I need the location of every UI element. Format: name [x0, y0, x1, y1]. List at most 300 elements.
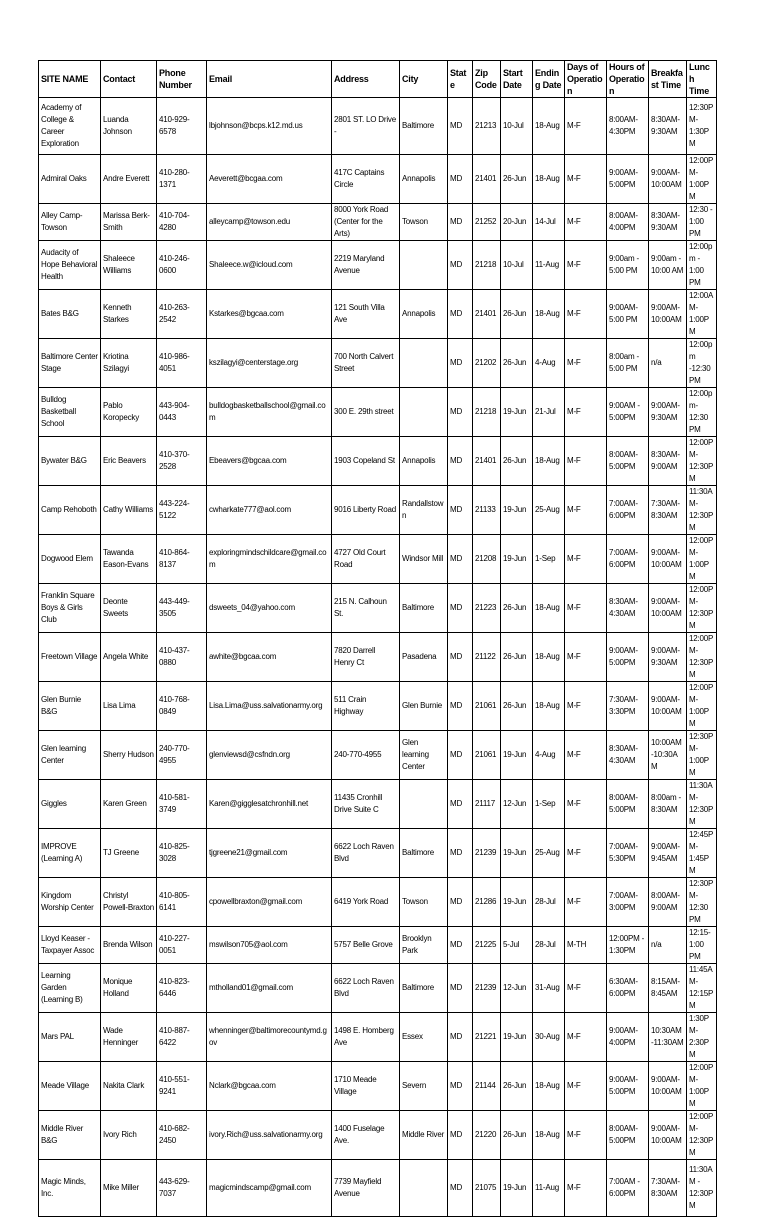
cell-state: MD	[448, 486, 473, 535]
cell-city: Pasadena	[400, 633, 448, 682]
cell-contact: Angela White	[101, 633, 157, 682]
cell-email: whenninger@baltimorecountymd.gov	[207, 1013, 332, 1062]
cell-phone-number: 410-929-6578	[157, 98, 207, 155]
cell-lunch-time: 12:30PM-1:00PM	[687, 731, 717, 780]
cell-days-of-operation: M-F	[565, 633, 607, 682]
cell-address: 1498 E. Homberg Ave	[332, 1013, 400, 1062]
cell-hours-of-operation: 7:00AM - 6:00PM	[607, 1160, 649, 1217]
cell-address: 6622 Loch Raven Blvd	[332, 964, 400, 1013]
cell-phone-number: 443-629-7037	[157, 1160, 207, 1217]
table-row	[39, 155, 717, 204]
cell-city: Windsor Mill	[400, 535, 448, 584]
cell-ending-date: 18-Aug	[533, 437, 565, 486]
cell-breakfast-time: 8:30AM-9:30AM	[649, 204, 687, 241]
cell-start-date: 5-Jul	[501, 927, 533, 964]
cell-days-of-operation: M-F	[565, 1062, 607, 1111]
cell-state: MD	[448, 1111, 473, 1160]
cell-breakfast-time: 8:30AM-9:00AM	[649, 437, 687, 486]
cell-site-name: Academy of College & Career Exploration	[39, 98, 101, 155]
cell-start-date: 12-Jun	[501, 780, 533, 829]
cell-phone-number: 240-770-4955	[157, 731, 207, 780]
cell-lunch-time: 12:00AM-1:00PM	[687, 290, 717, 339]
cell-site-name: Giggles	[39, 780, 101, 829]
cell-days-of-operation: M-F	[565, 204, 607, 241]
cell-site-name: Mars PAL	[39, 1013, 101, 1062]
header-hours-of-operation: Hours of Operation	[607, 61, 649, 98]
cell-phone-number: 410-437-0880	[157, 633, 207, 682]
table-row	[39, 486, 717, 535]
cell-start-date: 26-Jun	[501, 1111, 533, 1160]
cell-days-of-operation: M-F	[565, 731, 607, 780]
cell-phone-number: 410-227-0051	[157, 927, 207, 964]
table-row	[39, 388, 717, 437]
cell-city: Randallstown	[400, 486, 448, 535]
cell-hours-of-operation: 12:00PM - 1:30PM	[607, 927, 649, 964]
cell-state: MD	[448, 584, 473, 633]
header-phone-number: Phone Number	[157, 61, 207, 98]
table-row	[39, 98, 717, 155]
cell-site-name: Dogwood Elem	[39, 535, 101, 584]
cell-zip-code: 21401	[473, 290, 501, 339]
cell-hours-of-operation: 8:00am - 5:00 PM	[607, 339, 649, 388]
cell-days-of-operation: M-F	[565, 780, 607, 829]
cell-email: dsweets_04@yahoo.com	[207, 584, 332, 633]
cell-hours-of-operation: 8:00AM-4:30PM	[607, 98, 649, 155]
cell-lunch-time: 12:00PM-1:00PM	[687, 535, 717, 584]
cell-lunch-time: 12:00PM-12:30PM	[687, 1111, 717, 1160]
cell-breakfast-time: 9:00AM-10:00AM	[649, 1111, 687, 1160]
cell-days-of-operation: M-F	[565, 964, 607, 1013]
cell-site-name: Magic Minds, Inc.	[39, 1160, 101, 1217]
cell-contact: Deonte Sweets	[101, 584, 157, 633]
cell-city: Annapolis	[400, 437, 448, 486]
cell-zip-code: 21225	[473, 927, 501, 964]
cell-email: Ebeavers@bgcaa.com	[207, 437, 332, 486]
cell-ending-date: 18-Aug	[533, 98, 565, 155]
cell-state: MD	[448, 98, 473, 155]
cell-hours-of-operation: 8:30AM-4:30AM	[607, 584, 649, 633]
cell-email: glenviewsd@csfndn.org	[207, 731, 332, 780]
table-row	[39, 964, 717, 1013]
cell-state: MD	[448, 927, 473, 964]
cell-ending-date: 4-Aug	[533, 731, 565, 780]
cell-address: 300 E. 29th street	[332, 388, 400, 437]
cell-phone-number: 443-449-3505	[157, 584, 207, 633]
cell-lunch-time: 12:00pm-12:30 PM	[687, 388, 717, 437]
table-row	[39, 437, 717, 486]
cell-state: MD	[448, 1062, 473, 1111]
cell-contact: Karen Green	[101, 780, 157, 829]
cell-ending-date: 28-Jul	[533, 927, 565, 964]
cell-contact: Sherry Hudson	[101, 731, 157, 780]
header-row	[39, 61, 717, 98]
cell-state: MD	[448, 204, 473, 241]
cell-zip-code: 21061	[473, 731, 501, 780]
cell-city: Baltimore	[400, 964, 448, 1013]
cell-hours-of-operation: 9:00AM-4:00PM	[607, 1013, 649, 1062]
cell-site-name: Baltimore Center Stage	[39, 339, 101, 388]
cell-hours-of-operation: 7:00AM-3:00PM	[607, 878, 649, 927]
cell-hours-of-operation: 9:00AM-5:00PM	[607, 633, 649, 682]
cell-lunch-time: 1:30PM-2:30PM	[687, 1013, 717, 1062]
cell-address: 2219 Maryland Avenue	[332, 241, 400, 290]
cell-zip-code: 21144	[473, 1062, 501, 1111]
cell-lunch-time: 12:00PM-12:30PM	[687, 633, 717, 682]
site-table-container	[38, 60, 716, 1217]
cell-zip-code: 21223	[473, 584, 501, 633]
cell-address: 1400 Fuselage Ave.	[332, 1111, 400, 1160]
cell-ending-date: 1-Sep	[533, 780, 565, 829]
cell-zip-code: 21218	[473, 241, 501, 290]
cell-city	[400, 780, 448, 829]
header-ending-date: Ending Date	[533, 61, 565, 98]
cell-start-date: 26-Jun	[501, 290, 533, 339]
cell-email: Lisa.Lima@uss.salvationarmy.org	[207, 682, 332, 731]
cell-hours-of-operation: 6:30AM-6:00PM	[607, 964, 649, 1013]
cell-lunch-time: 12:30 - 1:00 PM	[687, 204, 717, 241]
cell-days-of-operation: M-F	[565, 682, 607, 731]
cell-email: magicmindscamp@gmail.com	[207, 1160, 332, 1217]
cell-lunch-time: 11:30AM-12:30PM	[687, 486, 717, 535]
table-row	[39, 780, 717, 829]
cell-email: Kstarkes@bgcaa.com	[207, 290, 332, 339]
cell-state: MD	[448, 829, 473, 878]
cell-hours-of-operation: 7:00AM-6:00PM	[607, 486, 649, 535]
cell-breakfast-time: 9:00AM-9:30AM	[649, 633, 687, 682]
cell-breakfast-time: 8:00am - 8:30AM	[649, 780, 687, 829]
cell-city: Baltimore	[400, 584, 448, 633]
header-start-date: Start Date	[501, 61, 533, 98]
cell-ending-date: 18-Aug	[533, 682, 565, 731]
cell-start-date: 26-Jun	[501, 682, 533, 731]
cell-state: MD	[448, 633, 473, 682]
cell-city: Baltimore	[400, 829, 448, 878]
cell-hours-of-operation: 9:00AM-5:00PM	[607, 155, 649, 204]
cell-city: Annapolis	[400, 290, 448, 339]
cell-state: MD	[448, 731, 473, 780]
cell-breakfast-time: 8:30AM-9:30AM	[649, 98, 687, 155]
cell-email: Aeverett@bcgaa.com	[207, 155, 332, 204]
cell-address: 11435 Cronhill Drive Suite C	[332, 780, 400, 829]
cell-ending-date: 18-Aug	[533, 1062, 565, 1111]
cell-contact: Marissa Berk-Smith	[101, 204, 157, 241]
cell-days-of-operation: M-F	[565, 241, 607, 290]
cell-hours-of-operation: 9:00AM-5:00 PM	[607, 290, 649, 339]
cell-state: MD	[448, 1013, 473, 1062]
cell-email: exploringmindschildcare@gmail.com	[207, 535, 332, 584]
cell-start-date: 19-Jun	[501, 1160, 533, 1217]
cell-days-of-operation: M-F	[565, 535, 607, 584]
cell-breakfast-time: 7:30AM-8:30AM	[649, 1160, 687, 1217]
cell-phone-number: 443-904-0443	[157, 388, 207, 437]
cell-address: 511 Crain Highway	[332, 682, 400, 731]
cell-phone-number: 410-887-6422	[157, 1013, 207, 1062]
cell-address: 1710 Meade Village	[332, 1062, 400, 1111]
cell-address: 121 South Villa Ave	[332, 290, 400, 339]
cell-start-date: 12-Jun	[501, 964, 533, 1013]
cell-ending-date: 11-Aug	[533, 1160, 565, 1217]
cell-start-date: 26-Jun	[501, 437, 533, 486]
cell-start-date: 26-Jun	[501, 1062, 533, 1111]
header-breakfast-time: Breakfast Time	[649, 61, 687, 98]
cell-hours-of-operation: 8:00AM-5:00PM	[607, 780, 649, 829]
cell-contact: Ivory Rich	[101, 1111, 157, 1160]
cell-site-name: Franklin Square Boys & Girls Club	[39, 584, 101, 633]
cell-zip-code: 21075	[473, 1160, 501, 1217]
cell-site-name: Bulldog Basketball School	[39, 388, 101, 437]
cell-lunch-time: 12:45PM-1:45PM	[687, 829, 717, 878]
cell-ending-date: 21-Jul	[533, 388, 565, 437]
cell-start-date: 26-Jun	[501, 633, 533, 682]
cell-breakfast-time: 9:00AM-9:45AM	[649, 829, 687, 878]
cell-days-of-operation: M-F	[565, 1160, 607, 1217]
cell-address: 240-770-4955	[332, 731, 400, 780]
cell-lunch-time: 11:45AM-12:15PM	[687, 964, 717, 1013]
cell-zip-code: 21401	[473, 155, 501, 204]
table-row	[39, 241, 717, 290]
cell-lunch-time: 12:00PM-1:00PM	[687, 1062, 717, 1111]
cell-days-of-operation: M-F	[565, 98, 607, 155]
cell-hours-of-operation: 8:00AM-4:00PM	[607, 204, 649, 241]
cell-days-of-operation: M-F	[565, 1111, 607, 1160]
cell-lunch-time: 11:30AM-12:30PM	[687, 780, 717, 829]
cell-breakfast-time: 9:00AM-10:00AM	[649, 584, 687, 633]
cell-zip-code: 21208	[473, 535, 501, 584]
cell-ending-date: 18-Aug	[533, 155, 565, 204]
cell-city: Glen Burnie	[400, 682, 448, 731]
cell-start-date: 19-Jun	[501, 731, 533, 780]
cell-address: 417C Captains Circle	[332, 155, 400, 204]
cell-phone-number: 410-864-8137	[157, 535, 207, 584]
cell-state: MD	[448, 1160, 473, 1217]
table-row	[39, 731, 717, 780]
cell-address: 7820 Darrell Henry Ct	[332, 633, 400, 682]
cell-hours-of-operation: 9:00AM - 5:00PM	[607, 388, 649, 437]
cell-start-date: 19-Jun	[501, 878, 533, 927]
cell-breakfast-time: 8:15AM-8:45AM	[649, 964, 687, 1013]
cell-contact: TJ Greene	[101, 829, 157, 878]
cell-email: kszilagyi@centerstage.org	[207, 339, 332, 388]
header-site-name: SITE NAME	[39, 61, 101, 98]
cell-email: Shaleece.w@icloud.com	[207, 241, 332, 290]
cell-start-date: 10-Jul	[501, 98, 533, 155]
cell-lunch-time: 12:00PM-1:00PM	[687, 155, 717, 204]
cell-breakfast-time: 9:00AM-10:00AM	[649, 535, 687, 584]
cell-lunch-time: 12:00pm - 1:00 PM	[687, 241, 717, 290]
cell-state: MD	[448, 241, 473, 290]
cell-days-of-operation: M-F	[565, 155, 607, 204]
cell-email: mswilson705@aol.com	[207, 927, 332, 964]
cell-hours-of-operation: 7:30AM-3:30PM	[607, 682, 649, 731]
cell-email: lbjohnson@bcps.k12.md.us	[207, 98, 332, 155]
cell-phone-number: 410-263-2542	[157, 290, 207, 339]
cell-phone-number: 410-551-9241	[157, 1062, 207, 1111]
cell-zip-code: 21252	[473, 204, 501, 241]
header-address: Address	[332, 61, 400, 98]
cell-site-name: Meade Village	[39, 1062, 101, 1111]
cell-email: Karen@gigglesatchronhill.net	[207, 780, 332, 829]
cell-start-date: 19-Jun	[501, 388, 533, 437]
cell-phone-number: 410-682-2450	[157, 1111, 207, 1160]
cell-contact: Wade Henninger	[101, 1013, 157, 1062]
cell-lunch-time: 11:30AM - 12:30PM	[687, 1160, 717, 1217]
cell-contact: Mike Miller	[101, 1160, 157, 1217]
cell-breakfast-time: 9:00AM-9:30AM	[649, 388, 687, 437]
cell-zip-code: 21202	[473, 339, 501, 388]
cell-days-of-operation: M-F	[565, 486, 607, 535]
header-zip-code: Zip Code	[473, 61, 501, 98]
cell-state: MD	[448, 964, 473, 1013]
cell-start-date: 19-Jun	[501, 829, 533, 878]
cell-zip-code: 21401	[473, 437, 501, 486]
table-row	[39, 878, 717, 927]
cell-breakfast-time: 9:00AM-10:00AM	[649, 682, 687, 731]
cell-site-name: Camp Rehoboth	[39, 486, 101, 535]
cell-site-name: Bywater B&G	[39, 437, 101, 486]
cell-address: 215 N. Calhoun St.	[332, 584, 400, 633]
cell-ending-date: 11-Aug	[533, 241, 565, 290]
cell-site-name: Audacity of Hope Behavioral Health	[39, 241, 101, 290]
table-row	[39, 927, 717, 964]
cell-hours-of-operation: 8:00AM-5:00PM	[607, 437, 649, 486]
cell-contact: Nakita Clark	[101, 1062, 157, 1111]
cell-city	[400, 1160, 448, 1217]
cell-zip-code: 21122	[473, 633, 501, 682]
cell-ending-date: 18-Aug	[533, 1111, 565, 1160]
table-row	[39, 1111, 717, 1160]
cell-breakfast-time: 9:00AM-10:00AM	[649, 1062, 687, 1111]
cell-state: MD	[448, 339, 473, 388]
cell-breakfast-time: 10:30AM-11:30AM	[649, 1013, 687, 1062]
cell-email: mtholland01@gmail.com	[207, 964, 332, 1013]
cell-phone-number: 410-805-6141	[157, 878, 207, 927]
cell-email: alleycamp@towson.edu	[207, 204, 332, 241]
cell-city: Towson	[400, 878, 448, 927]
table-row	[39, 204, 717, 241]
cell-ending-date: 25-Aug	[533, 486, 565, 535]
cell-site-name: Alley Camp-Towson	[39, 204, 101, 241]
cell-hours-of-operation: 8:30AM-4:30AM	[607, 731, 649, 780]
header-lunch-time: Lunch Time	[687, 61, 717, 98]
cell-city: Severn	[400, 1062, 448, 1111]
cell-state: MD	[448, 682, 473, 731]
cell-site-name: Kingdom Worship Center	[39, 878, 101, 927]
cell-email: ivory.Rich@uss.salvationarmy.org	[207, 1111, 332, 1160]
cell-city: Middle River	[400, 1111, 448, 1160]
cell-state: MD	[448, 388, 473, 437]
cell-email: awhite@bgcaa.com	[207, 633, 332, 682]
cell-zip-code: 21213	[473, 98, 501, 155]
cell-address: 2801 ST. LO Drive -	[332, 98, 400, 155]
cell-site-name: Glen Burnie B&G	[39, 682, 101, 731]
header-city: City	[400, 61, 448, 98]
cell-contact: Christyl Powell-Braxton	[101, 878, 157, 927]
cell-email: bulldogbasketballschool@gmail.com	[207, 388, 332, 437]
cell-address: 4727 Old Court Road	[332, 535, 400, 584]
cell-phone-number: 410-823-6446	[157, 964, 207, 1013]
cell-city	[400, 241, 448, 290]
cell-contact: Eric Beavers	[101, 437, 157, 486]
cell-phone-number: 410-246-0600	[157, 241, 207, 290]
cell-address: 8000 York Road (Center for the Arts)	[332, 204, 400, 241]
table-row	[39, 829, 717, 878]
cell-zip-code: 21133	[473, 486, 501, 535]
cell-days-of-operation: M-TH	[565, 927, 607, 964]
cell-zip-code: 21117	[473, 780, 501, 829]
cell-contact: Monique Holland	[101, 964, 157, 1013]
cell-phone-number: 410-986-4051	[157, 339, 207, 388]
cell-site-name: IMPROVE (Learning A)	[39, 829, 101, 878]
cell-state: MD	[448, 437, 473, 486]
cell-site-name: Middle River B&G	[39, 1111, 101, 1160]
cell-contact: Tawanda Eason-Evans	[101, 535, 157, 584]
cell-state: MD	[448, 535, 473, 584]
cell-contact: Luanda Johnson	[101, 98, 157, 155]
cell-address: 700 North Calvert Street	[332, 339, 400, 388]
cell-phone-number: 410-825-3028	[157, 829, 207, 878]
cell-site-name: Learning Garden (Learning B)	[39, 964, 101, 1013]
cell-days-of-operation: M-F	[565, 290, 607, 339]
cell-breakfast-time: n/a	[649, 339, 687, 388]
cell-phone-number: 410-280-1371	[157, 155, 207, 204]
cell-lunch-time: 12:15-1:00 PM	[687, 927, 717, 964]
header-state: State	[448, 61, 473, 98]
cell-city: Glen learning Center	[400, 731, 448, 780]
cell-breakfast-time: 7:30AM-8:30AM	[649, 486, 687, 535]
header-days-of-operation: Days of Operation	[565, 61, 607, 98]
cell-contact: Pablo Koropecky	[101, 388, 157, 437]
table-row	[39, 339, 717, 388]
cell-address: 1903 Copeland St	[332, 437, 400, 486]
cell-days-of-operation: M-F	[565, 339, 607, 388]
cell-ending-date: 14-Jul	[533, 204, 565, 241]
cell-address: 7739 Mayfield Avenue	[332, 1160, 400, 1217]
cell-city: Essex	[400, 1013, 448, 1062]
cell-contact: Brenda Wilson	[101, 927, 157, 964]
cell-zip-code: 21221	[473, 1013, 501, 1062]
table-row	[39, 290, 717, 339]
cell-address: 5757 Belle Grove	[332, 927, 400, 964]
cell-lunch-time: 12:00PM-12:30PM	[687, 584, 717, 633]
cell-contact: Andre Everett	[101, 155, 157, 204]
cell-site-name: Lloyd Keaser - Taxpayer Assoc	[39, 927, 101, 964]
cell-city: Baltimore	[400, 98, 448, 155]
cell-zip-code: 21061	[473, 682, 501, 731]
table-row	[39, 633, 717, 682]
cell-contact: Cathy Williams	[101, 486, 157, 535]
cell-site-name: Admiral Oaks	[39, 155, 101, 204]
cell-site-name: Freetown Village	[39, 633, 101, 682]
cell-hours-of-operation: 7:00AM-5:30PM	[607, 829, 649, 878]
cell-city: Towson	[400, 204, 448, 241]
cell-zip-code: 21286	[473, 878, 501, 927]
cell-breakfast-time: n/a	[649, 927, 687, 964]
cell-city: Annapolis	[400, 155, 448, 204]
cell-breakfast-time: 9:00AM-10:00AM	[649, 155, 687, 204]
header-contact: Contact	[101, 61, 157, 98]
cell-state: MD	[448, 155, 473, 204]
cell-address: 9016 Liberty Road	[332, 486, 400, 535]
cell-email: Nclark@bgcaa.com	[207, 1062, 332, 1111]
cell-lunch-time: 12:00PM-12:30PM	[687, 437, 717, 486]
cell-zip-code: 21220	[473, 1111, 501, 1160]
cell-hours-of-operation: 9:00am - 5:00 PM	[607, 241, 649, 290]
cell-email: tjgreene21@gmail.com	[207, 829, 332, 878]
table-row	[39, 682, 717, 731]
cell-breakfast-time: 9:00AM-10:00AM	[649, 290, 687, 339]
cell-hours-of-operation: 9:00AM-5:00PM	[607, 1062, 649, 1111]
cell-phone-number: 410-370-2528	[157, 437, 207, 486]
